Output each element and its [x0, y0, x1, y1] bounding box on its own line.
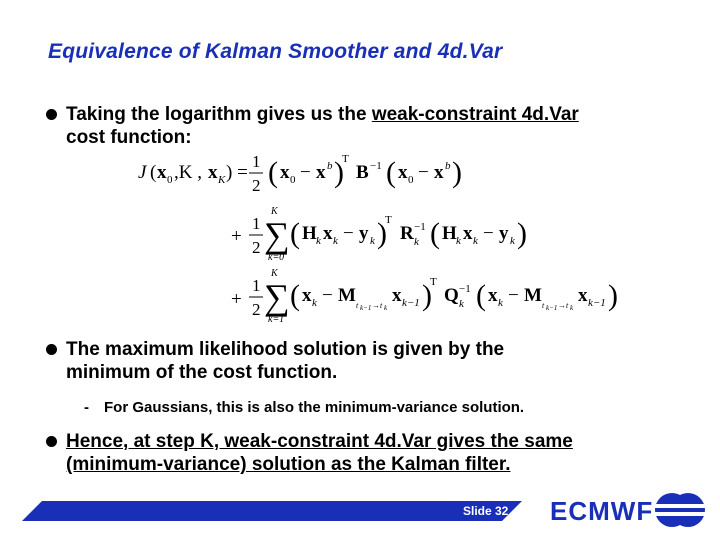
svg-text:k: k — [510, 235, 515, 247]
svg-text:): ) — [517, 217, 527, 250]
svg-text:M: M — [524, 285, 542, 306]
bullet-dot — [46, 344, 57, 355]
svg-text:): ) — [334, 156, 344, 189]
svg-text:): ) — [608, 279, 618, 312]
svg-text:T: T — [430, 276, 437, 288]
svg-text:x: x — [208, 162, 218, 183]
svg-text:K: K — [271, 206, 278, 217]
ecmwf-brand-text: ECMWF — [550, 496, 654, 526]
svg-text:k: k — [498, 297, 503, 309]
svg-text:k: k — [473, 235, 478, 247]
cost-function-equation — [130, 145, 670, 330]
svg-text:x: x — [316, 162, 326, 183]
svg-text:H: H — [302, 223, 317, 244]
svg-text:Q: Q — [444, 285, 459, 306]
svg-text:(: ( — [290, 217, 300, 250]
ecmwf-logo-icon — [654, 492, 706, 528]
svg-text:k: k — [414, 236, 419, 248]
bullet-text — [66, 103, 579, 149]
svg-text:−1: −1 — [370, 160, 382, 172]
svg-text:(: ( — [290, 279, 300, 312]
svg-text:x: x — [398, 162, 408, 183]
svg-text:k: k — [370, 235, 375, 247]
svg-text:0: 0 — [167, 174, 173, 186]
svg-text:x: x — [488, 285, 498, 306]
svg-text:B: B — [356, 162, 369, 183]
svg-text:k: k — [384, 304, 388, 312]
svg-text:t: t — [380, 301, 383, 310]
svg-text:t: t — [566, 301, 569, 310]
svg-text:,K ,: ,K , — [174, 162, 202, 183]
svg-text:x: x — [578, 285, 588, 306]
slide-number: Slide 32 — [463, 504, 509, 518]
svg-text:k=0: k=0 — [268, 252, 285, 263]
svg-text:−: − — [300, 162, 311, 183]
svg-text:(: ( — [430, 217, 440, 250]
svg-text:t: t — [356, 301, 359, 310]
svg-text:T: T — [342, 153, 349, 165]
svg-text:k−1: k−1 — [588, 297, 606, 309]
bullet-text-line2: minimum of the cost function. — [66, 362, 338, 383]
svg-text:2: 2 — [252, 176, 261, 195]
svg-text:(: ( — [386, 156, 396, 189]
sub-bullet-text: For Gaussians, this is also the minimum-variance solution. — [104, 399, 525, 416]
svg-text:K: K — [218, 174, 226, 186]
svg-text:M: M — [338, 285, 356, 306]
footer-bar — [22, 501, 522, 521]
bullet-hence — [46, 430, 696, 480]
svg-text:x: x — [463, 223, 473, 244]
bullet-text-line1: Hence, at step K, weak-constraint 4d.Var gives the same — [66, 431, 573, 452]
svg-text:x: x — [302, 285, 312, 306]
svg-text:T: T — [385, 214, 392, 226]
svg-text:k: k — [459, 298, 464, 310]
svg-text:k: k — [570, 304, 574, 312]
svg-text:k: k — [312, 297, 317, 309]
bullet-text-line1: The maximum likelihood solution is given by the — [66, 339, 505, 360]
svg-text:y: y — [499, 223, 509, 244]
svg-text:1: 1 — [252, 152, 261, 171]
svg-text:∑: ∑ — [264, 215, 290, 255]
svg-text:x: x — [280, 162, 290, 183]
svg-text:0: 0 — [290, 174, 296, 186]
bullet-text-underlined: weak-constraint 4d.Var — [371, 104, 579, 125]
svg-text:): ) — [377, 217, 387, 250]
svg-text:+: + — [231, 289, 242, 310]
svg-text:→: → — [372, 301, 380, 310]
svg-text:K: K — [271, 268, 278, 279]
bullet-text — [66, 430, 573, 476]
slide-title: Equivalence of Kalman Smoother and 4d.Var — [48, 40, 503, 63]
eq-open: ( — [150, 162, 157, 183]
svg-text:2: 2 — [252, 238, 261, 257]
svg-text:+: + — [231, 226, 242, 247]
svg-text:x: x — [392, 285, 402, 306]
svg-text:k: k — [316, 235, 321, 247]
svg-text:2: 2 — [252, 300, 261, 319]
svg-text:−: − — [322, 285, 333, 306]
svg-text:R: R — [400, 223, 414, 244]
bullet-text-pre: Taking the logarithm gives us the — [66, 104, 372, 125]
svg-text:k−1: k−1 — [546, 304, 558, 312]
svg-text:t: t — [542, 301, 545, 310]
svg-text:→: → — [558, 301, 566, 310]
svg-text:x: x — [157, 162, 167, 183]
bullet-dot — [46, 436, 57, 447]
svg-text:∑: ∑ — [264, 277, 290, 317]
svg-text:H: H — [442, 223, 457, 244]
bullet-max-likelihood — [46, 338, 666, 388]
svg-text:(: ( — [268, 156, 278, 189]
svg-text:k−1: k−1 — [402, 297, 420, 309]
svg-text:): ) — [452, 156, 462, 189]
svg-text:−1: −1 — [459, 283, 471, 295]
bullet-dot — [46, 109, 57, 120]
svg-text:−: − — [418, 162, 429, 183]
svg-text:b: b — [327, 160, 333, 172]
sub-bullet-dash: - — [84, 399, 89, 416]
svg-text:y: y — [359, 223, 369, 244]
svg-text:−: − — [508, 285, 519, 306]
svg-text:k: k — [456, 235, 461, 247]
bullet-text — [66, 338, 504, 384]
svg-text:0: 0 — [408, 174, 414, 186]
svg-text:) =: ) = — [226, 162, 248, 183]
svg-text:−1: −1 — [414, 221, 426, 233]
svg-text:x: x — [434, 162, 444, 183]
bullet-text-post: cost function: — [66, 127, 192, 148]
svg-text:b: b — [445, 160, 451, 172]
bullet-text-line2: (minimum-variance) solution as the Kalman filter. — [66, 454, 511, 475]
svg-text:(: ( — [476, 279, 486, 312]
svg-text:1: 1 — [252, 214, 261, 233]
eq-J: J — [138, 162, 147, 183]
svg-text:k: k — [333, 235, 338, 247]
svg-text:−: − — [483, 223, 494, 244]
svg-text:k=1: k=1 — [268, 314, 285, 325]
svg-text:k−1: k−1 — [360, 304, 372, 312]
svg-text:−: − — [343, 223, 354, 244]
svg-text:1: 1 — [252, 276, 261, 295]
sub-bullet-gaussians — [84, 399, 684, 419]
svg-text:): ) — [422, 279, 432, 312]
svg-text:x: x — [323, 223, 333, 244]
